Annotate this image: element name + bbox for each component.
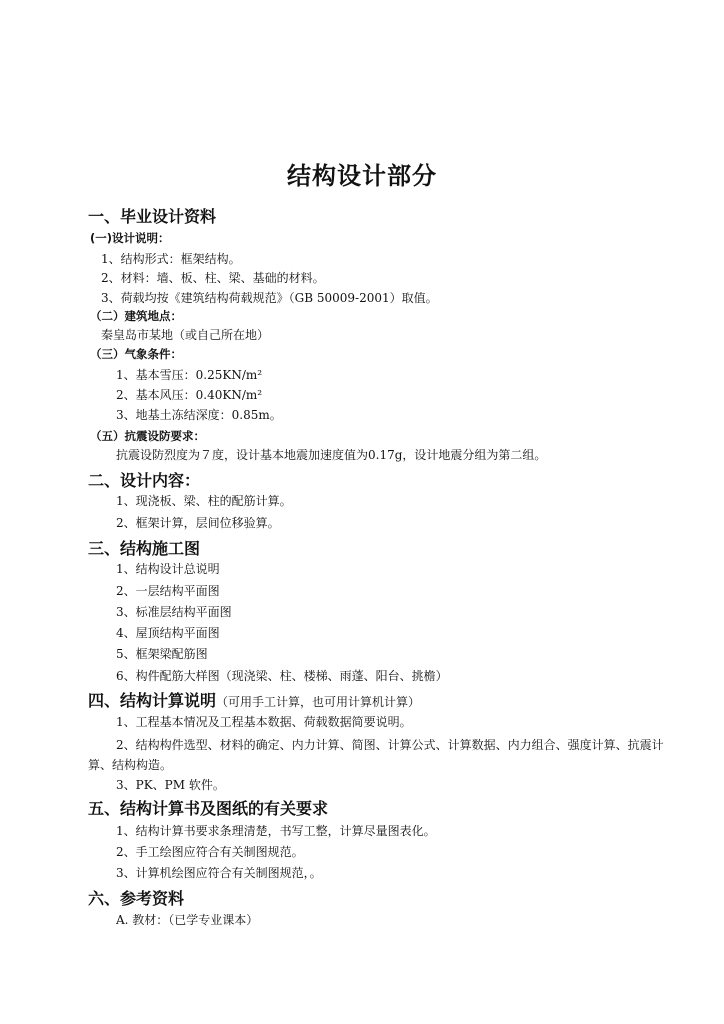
section-4-heading (88, 688, 420, 711)
calc-item-3: 3、PK、PM 软件。 (116, 778, 225, 792)
document-title: 结构设计部分 (287, 162, 437, 190)
site-text: 秦皇岛市某地（或自己所在地） (101, 328, 270, 342)
calc-item-2-line-2: 算、结构构造。 (88, 758, 173, 772)
drawing-item-5: 5、框架梁配筋图 (116, 647, 208, 661)
requirement-item-3: 3、计算机绘图应符合有关制图规范，。 (116, 866, 322, 880)
drawing-item-3: 3、标准层结构平面图 (116, 605, 232, 619)
section-6-heading: 六、参考资料 (88, 889, 185, 908)
design-notes-label: (一)设计说明： (90, 231, 170, 245)
seismic-text: 抗震设防烈度为７度，设计基本地震加速度值为0.17g，设计地震分组为第二组。 (116, 448, 547, 462)
design-note-3: 3、荷载均按《建筑结构荷载规范》（GB 50009-2001）取值。 (101, 291, 438, 305)
drawing-item-6: 6、构件配筋大样图（现浇梁、柱、楼梯、雨蓬、阳台、挑檐） (116, 669, 448, 683)
drawing-item-2: 2、一层结构平面图 (116, 584, 220, 598)
section-5-heading: 五、结构计算书及图纸的有关要求 (88, 799, 329, 818)
weather-item-1: 1、基本雪压：0.25KN/m² (116, 368, 263, 382)
section-2-heading: 二、设计内容： (88, 471, 201, 490)
weather-item-3: 3、地基土冻结深度：0.85m。 (116, 408, 282, 422)
weather-item-2: 2、基本风压：0.40KN/m² (116, 388, 263, 402)
design-note-2: 2、材料：墙、板、柱、梁、基础的材料。 (101, 271, 325, 285)
seismic-label: （五）抗震设防要求： (90, 429, 205, 443)
content-item-2: 2、框架计算，层间位移验算。 (116, 516, 280, 530)
section-4-note: （可用手工计算，也可用计算机计算） (216, 695, 421, 709)
section-3-heading: 三、结构施工图 (88, 539, 201, 558)
design-note-1: 1、结构形式：框架结构。 (101, 252, 241, 266)
drawing-item-4: 4、屋顶结构平面图 (116, 626, 220, 640)
calc-item-1: 1、工程基本情况及工程基本数据、荷载数据简要说明。 (116, 715, 412, 729)
section-1-heading: 一、毕业设计资料 (88, 207, 217, 226)
weather-label: （三）气象条件： (90, 347, 182, 361)
site-label: （二）建筑地点： (90, 309, 182, 323)
section-4-title: 四、结构计算说明 (88, 691, 217, 710)
requirement-item-2: 2、手工绘图应符合有关制图规范。 (116, 845, 304, 859)
drawing-item-1: 1、结构设计总说明 (116, 562, 220, 576)
content-item-1: 1、现浇板、梁、柱的配筋计算。 (116, 494, 292, 508)
reference-item-a: A. 教材：（已学专业课本） (116, 913, 259, 927)
calc-item-2-line-1: 2、结构构件选型、材料的确定、内力计算、简图、计算公式、计算数据、内力组合、强度计算、抗震计 (116, 738, 664, 752)
requirement-item-1: 1、结构计算书要求条理清楚，书写工整，计算尽量图表化。 (116, 824, 436, 838)
